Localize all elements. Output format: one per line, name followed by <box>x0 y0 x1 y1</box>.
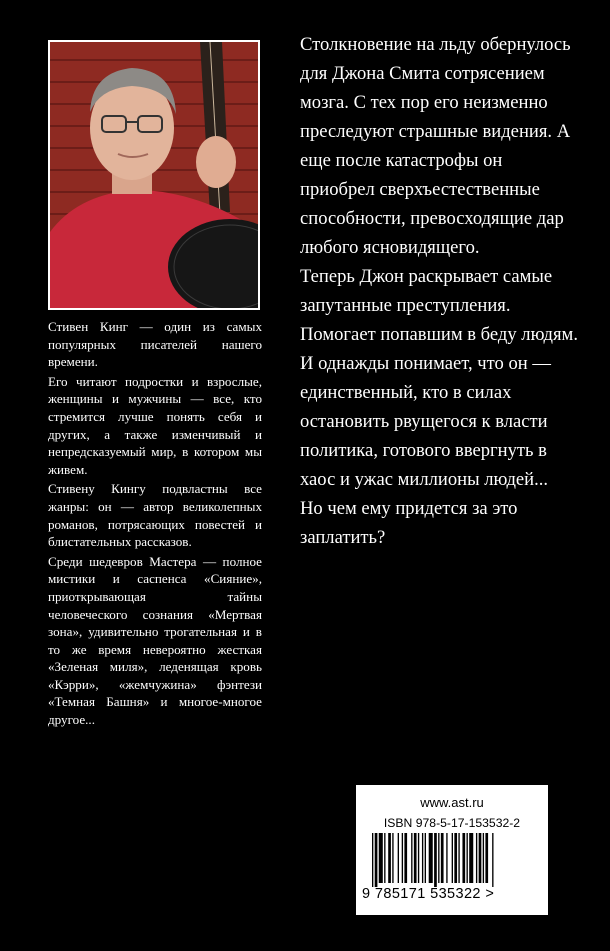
bio-paragraph: Стивен Кинг — один из самых популярных писателей нашего времени. <box>48 319 262 370</box>
barcode-bar <box>458 833 459 883</box>
barcode-bar <box>483 833 484 883</box>
barcode-bar <box>454 833 457 883</box>
bio-paragraph: Среди шедевров Мастера — полное мистики и саспенса «Сияние», приоткрывающая тайны человеческого сознания «Мертвая зона», удивительно трогательная и в то же время невероятно жесткая «Зеленая миля», леденящая кровь «Кэрри», «жемчужина» фэнтези «Темная Башня» и многое-многое другое... <box>48 553 262 728</box>
barcode-bar <box>485 833 488 883</box>
bio-paragraph: Стивену Кингу подвластны все жанры: он — автор великолепных романов, потрясающих повестей и блистательных рассказов. <box>48 481 262 550</box>
author-photo <box>48 40 260 310</box>
barcode-bar <box>379 833 383 883</box>
blurb-paragraph: И однажды понимает, что он — единственный, кто в силах остановить рвущегося к власти политика, готового ввергнуть в хаос и ужас миллионы людей... <box>300 353 551 490</box>
barcode-bar <box>476 833 477 883</box>
barcode-bar <box>375 833 378 887</box>
barcode-bar <box>398 833 399 883</box>
barcode-bar <box>414 833 417 883</box>
author-portrait-icon <box>50 42 258 308</box>
barcode-panel <box>356 785 548 915</box>
barcode-bar <box>452 833 453 883</box>
barcode-bar <box>372 833 373 887</box>
barcode-bar <box>418 833 419 883</box>
barcode-bar <box>434 833 437 887</box>
barcode-bar <box>402 833 403 883</box>
barcode-bar <box>446 833 447 883</box>
barcode-bar <box>384 833 385 883</box>
barcode-bar <box>422 833 423 883</box>
blurb-paragraph: Теперь Джон раскрывает самые запутанные преступления. Помогает попавшим в беду людям. <box>300 266 578 345</box>
barcode-digits: 9 785171 535322 > <box>362 886 495 902</box>
barcode-bar <box>388 833 391 883</box>
barcode-bar <box>411 833 412 883</box>
barcode-bar <box>441 833 444 883</box>
publisher-url: www.ast.ru <box>420 795 484 810</box>
isbn-label: ISBN 978-5-17-153532-2 <box>383 816 521 830</box>
barcode-bar <box>492 833 493 887</box>
barcode-bar <box>425 833 426 883</box>
blurb-paragraph: Столкновение на льду обернулось для Джона Смита сотрясением мозга. С тех пор его неизменно преследуют страшные видения. А еще после катастрофы он приобрел сверхъестественные способности, превосходящие дар любого ясновидящего. <box>300 34 571 258</box>
barcode-bar <box>438 833 439 883</box>
barcode-icon <box>372 833 534 887</box>
barcode-bar <box>467 833 468 883</box>
barcode-bar <box>479 833 482 883</box>
author-bio <box>48 318 262 731</box>
barcode-bar <box>404 833 407 883</box>
bio-paragraph: Его читают подростки и взрослые, женщины и мужчины — все, кто стремится лучше понять себя и других, а также изменчивый и непредсказуемый мир, в котором мы живем. <box>48 373 262 477</box>
barcode-bar <box>462 833 465 883</box>
barcode-bar <box>429 833 433 883</box>
blurb-paragraph: Но чем ему придется за это заплатить? <box>300 498 518 548</box>
barcode-bar <box>392 833 393 883</box>
book-blurb <box>300 30 580 552</box>
barcode-bar <box>469 833 473 883</box>
